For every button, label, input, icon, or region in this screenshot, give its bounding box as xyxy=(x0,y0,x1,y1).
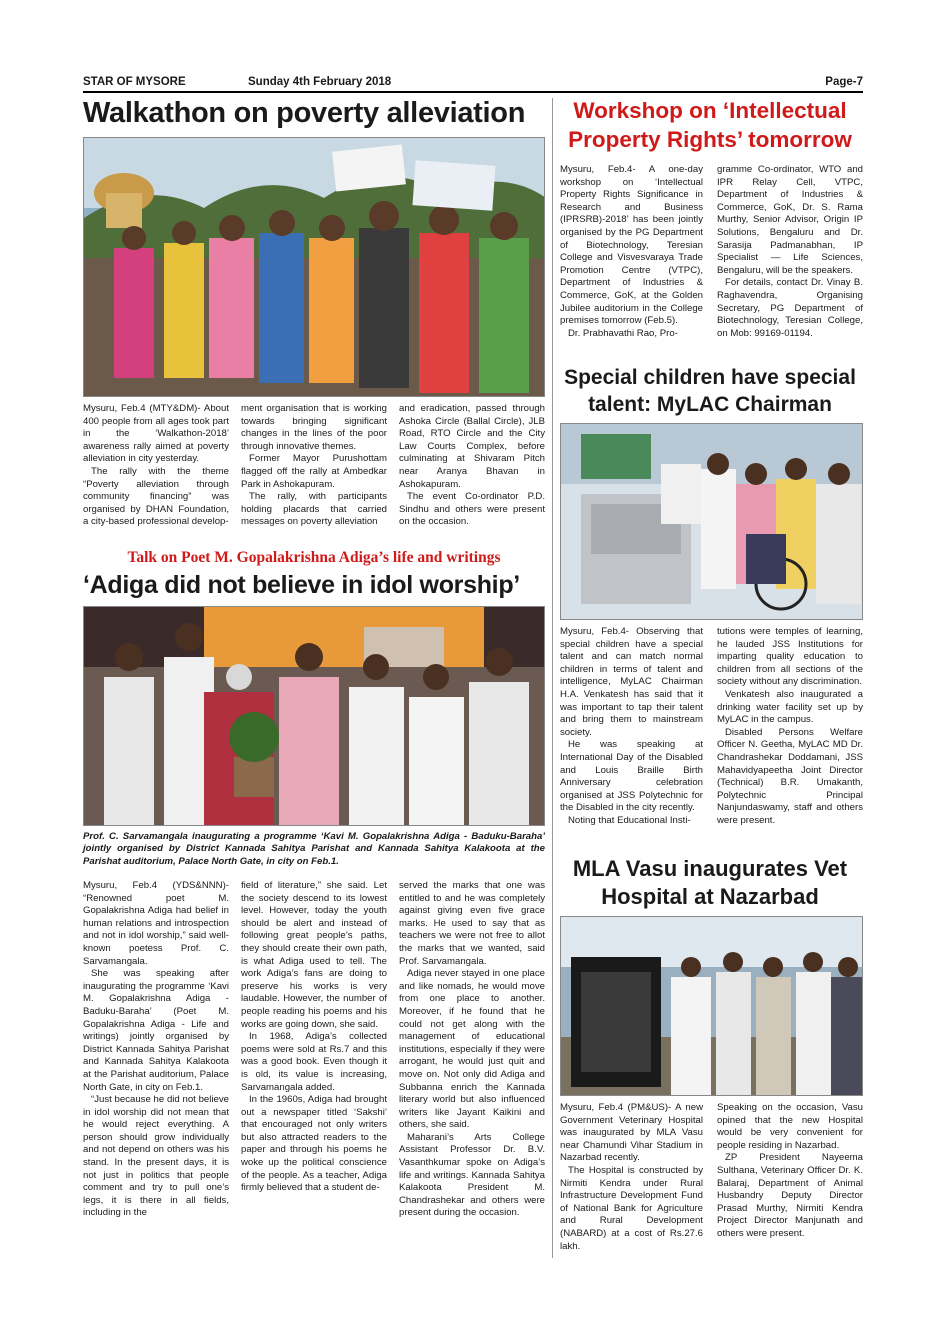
walkathon-para: Former Mayor Purushottam flagged off the rally at Ambedkar Park in Ashokapuram. xyxy=(241,453,387,490)
vet-para: The Hospital is constructed by Nirmiti Kendra under Rural Infrastructure Development Fund of National Bank for Agriculture and Rural Development (NABARD) at a cost of Rs.27.6 lakh. xyxy=(560,1164,703,1252)
workshop-col-2 xyxy=(717,164,863,340)
page-number: Page-7 xyxy=(825,76,863,88)
adiga-col-1 xyxy=(83,880,229,1220)
adiga-photo xyxy=(83,606,545,826)
workshop-para: Mysuru, Feb.4- A one-day workshop on ‘Intellectual Property Rights Significance in Research and Business (IPRSRB)-2018’ has been jointly organised by the PG Department of Biotechnology, Teresian College and Visvesvaraya Trade Promotion Centre (VTPC), Department of Industries & Commerce, GoK, at the Golden Jubilee auditorium in the College premises tomorrow (Feb.5). xyxy=(560,164,703,327)
adiga-para: Mysuru, Feb.4 (YDS&NNN)- “Renowned poet M. Gopalakrishna Adiga had belief in human relations and introspection and not in idol worship,” said well-known poetess Prof. C. Sarvamangala. xyxy=(83,880,229,967)
special-col-2 xyxy=(717,626,863,828)
walkathon-para: Mysuru, Feb.4 (MTY&DM)- About 400 people from all ages took part in the ‘Walkathon-2018’ awareness rally aimed at poverty alleviation in city yesterday. xyxy=(83,403,229,465)
special-para: Disabled Persons Welfare Officer N. Geetha, MyLAC MD Dr. Chandrashekar Doddamani, JSS Mahavidyapeetha Joint Director (Technical) B.R. Umakanth, Polytechnic Principal Nanjundaswamy, staff and others were present. xyxy=(717,726,863,826)
masthead-rule xyxy=(83,91,863,93)
adiga-col-3 xyxy=(399,880,545,1220)
vet-headline-line-2: Hospital at Nazarbad xyxy=(601,884,819,909)
workshop-para: Dr. Prabhavathi Rao, Pro- xyxy=(568,327,678,339)
workshop-col-1 xyxy=(560,164,703,340)
special-photo-image xyxy=(561,424,863,620)
adiga-para: “Just because he did not believe in idol worship did not mean that he would reject everything. A person should grow individually and not depend on others was his stand. In the present days, it is not just in politics that people comment and try to pull one’s legs, it is there in all fields, including in the xyxy=(83,1094,229,1219)
vet-headline-line-1: MLA Vasu inaugurates Vet xyxy=(572,856,848,881)
vet-para: ZP President Nayeema Sulthana, Veterinary Officer Dr. K. Balaraj, Department of Animal Husbandry Deputy Director Prasad Murthy, Nirmiti Kendra Project Director Manjunath and others were present. xyxy=(717,1152,863,1239)
vet-col-1 xyxy=(560,1102,703,1253)
adiga-para: In 1968, Adiga’s collected poems were sold at Rs.7 and this was a good book. Even though it is old, its value is increasing, Sarvamangala added. xyxy=(241,1031,387,1093)
special-photo xyxy=(560,423,863,620)
vet-para: Speaking on the occasion, Vasu opined that the new Hospital would be very convenient for people residing in Nazarbad. xyxy=(717,1102,863,1151)
workshop-para: gramme Co-ordinator, WTO and IPR Relay Cell, VTPC, Department of Industries & Commerce, GoK, Dr. S. Rama Murthy, Senior Advisor, Origin IP Solutions, Bengaluru and Dr. Sarasija Padmanabhan, IP Specialist — Life Sciences, Bengaluru, will be the speakers. xyxy=(717,164,863,276)
adiga-para: Adiga never stayed in one place and like nomads, he would move from one place to another. Moreover, if he found that he could not get along with the management of educational institutions, especially if they were arrogant, he would just quit and move on. Not only did Adiga and Subbanna enrich the Kannada literary world but also influenced writers like Jayant Kaikini and others, she said. xyxy=(399,968,545,1131)
adiga-para: served the marks that one was entitled to and he was completely against giving even five grace marks. He used to say that as teachers we were not free to allot the marks that we wanted, said Prof. Sarvamangala. xyxy=(399,880,545,967)
walkathon-para: The event Co-ordinator P.D. Sindhu and others were present on the occasion. xyxy=(399,491,545,528)
adiga-caption: Prof. C. Sarvamangala inaugurating a programme ‘Kavi M. Gopalakrishna Adiga - Baduku-Baraha’ jointly organised by District Kannada Sahitya Parishat and Kannada Sahitya Kalakoota at the Parishat auditorium, Palace North Gate, in city on Feb.1. xyxy=(83,831,545,867)
vet-photo xyxy=(560,916,863,1096)
vet-photo-image xyxy=(561,917,863,1096)
walkathon-para: and eradication, passed through Ashoka Circle (Ballal Circle), JLB Road, RTO Circle and the City Law Courts Complex, before culminating at Shivaram Pitch near Aranya Bhavan in Ashokapuram. xyxy=(399,403,545,490)
adiga-para: In the 1960s, Adiga had brought out a newspaper titled ‘Sakshi’ that encouraged not only writers but also attracted readers to the paper and through his poems he woke up the political conscience of the people. As a teacher, Adiga firmly believed that a student de- xyxy=(241,1094,387,1194)
special-headline-line-1: Special children have special xyxy=(564,366,856,389)
walkathon-photo xyxy=(83,137,545,397)
walkathon-col-3 xyxy=(399,403,545,529)
adiga-para: field of literature,” she said. Let the society descend to its lowest level. However, today the youth should be alert and instead of following great people’s paths, they should create their own path, is what Adiga used to tell. The work Adiga’s fans are doing to preserve his works is very laudable. However, the number of people reading his poems and his works are going down, she said. xyxy=(241,880,387,1030)
vet-para: Mysuru, Feb.4 (PM&US)- A new Government Veterinary Hospital was inaugurated by MLA Vasu near Chamundi Vihar Stadium in Nazarbad recently. xyxy=(560,1102,703,1164)
issue-date: Sunday 4th February 2018 xyxy=(248,76,392,88)
walkathon-para: The rally with the theme “Poverty alleviation through community financing” was organised by DHAN Foundation, a city-based professional develop- xyxy=(83,465,229,528)
special-para: tutions were temples of learning, he lauded JSS Institutions for imparting quality education to children from all sections of the society without any discrimination. xyxy=(717,626,863,688)
walkathon-para: ment organisation that is working towards bringing significant changes in the lines of the poor through innovative themes. xyxy=(241,403,387,452)
special-col-1 xyxy=(560,626,703,828)
walkathon-photo-image xyxy=(84,138,545,397)
adiga-col-2 xyxy=(241,880,387,1195)
paper-name: STAR OF MYSORE xyxy=(83,76,186,88)
walkathon-col-2 xyxy=(241,403,387,529)
workshop-para: For details, contact Dr. Vinay B. Raghavendra, Organising Secretary, PG Department of Biotechnology, Teresian College, on Mob: 99169-01194. xyxy=(717,277,863,339)
adiga-kicker: Talk on Poet M. Gopalakrishna Adiga’s life and writings xyxy=(127,549,501,566)
workshop-headline-line-2: Property Rights’ tomorrow xyxy=(568,127,852,152)
special-para: Noting that Educational Insti- xyxy=(568,814,691,826)
vet-col-2 xyxy=(717,1102,863,1241)
walkathon-headline: Walkathon on poverty alleviation xyxy=(83,97,526,129)
special-para: Mysuru, Feb.4- Observing that special children have a special talent and can match normal children in terms of talent and intelligence, MyLAC Chairman H.A. Venkatesh has said that it was important to tap their talent and bring them to mainstream society. xyxy=(560,626,703,738)
special-para: He was speaking at International Day of the Disabled and Louis Braille Birth Anniversary celebration organised at JSS Polytechnic for the Disabled in the city recently. xyxy=(560,739,703,814)
column-divider xyxy=(552,98,553,1258)
adiga-para: She was speaking after inaugurating the programme ‘Kavi M. Gopalakrishna Adiga - Baduku-Baraha’ (Poet M. Gopalakrishna Adiga - Life and writings) jointly organised by District Kannada Sahitya Parishat and Kannada Sahitya Kalakoota at the Parishat auditorium, Palace North Gate, in city on Feb.1. xyxy=(83,968,229,1093)
walkathon-col-1 xyxy=(83,403,229,529)
adiga-photo-image xyxy=(84,607,545,826)
walkathon-para: The rally, with participants holding placards that carried messages on poverty alleviation xyxy=(241,491,387,528)
special-headline-line-2: talent: MyLAC Chairman xyxy=(588,393,832,416)
workshop-headline-line-1: Workshop on ‘Intellectual xyxy=(573,98,847,123)
special-para: Venkatesh also inaugurated a drinking water facility set up by MyLAC in the campus. xyxy=(717,688,863,726)
adiga-para: Maharani’s Arts College Assistant Professor Dr. B.V. Vasanthkumar spoke on Adiga’s life and writings. Kannada Sahitya Kalakoota President M. Chandrashekar and others were present during the occasion. xyxy=(399,1131,545,1219)
adiga-headline: ‘Adiga did not believe in idol worship’ xyxy=(83,571,520,599)
